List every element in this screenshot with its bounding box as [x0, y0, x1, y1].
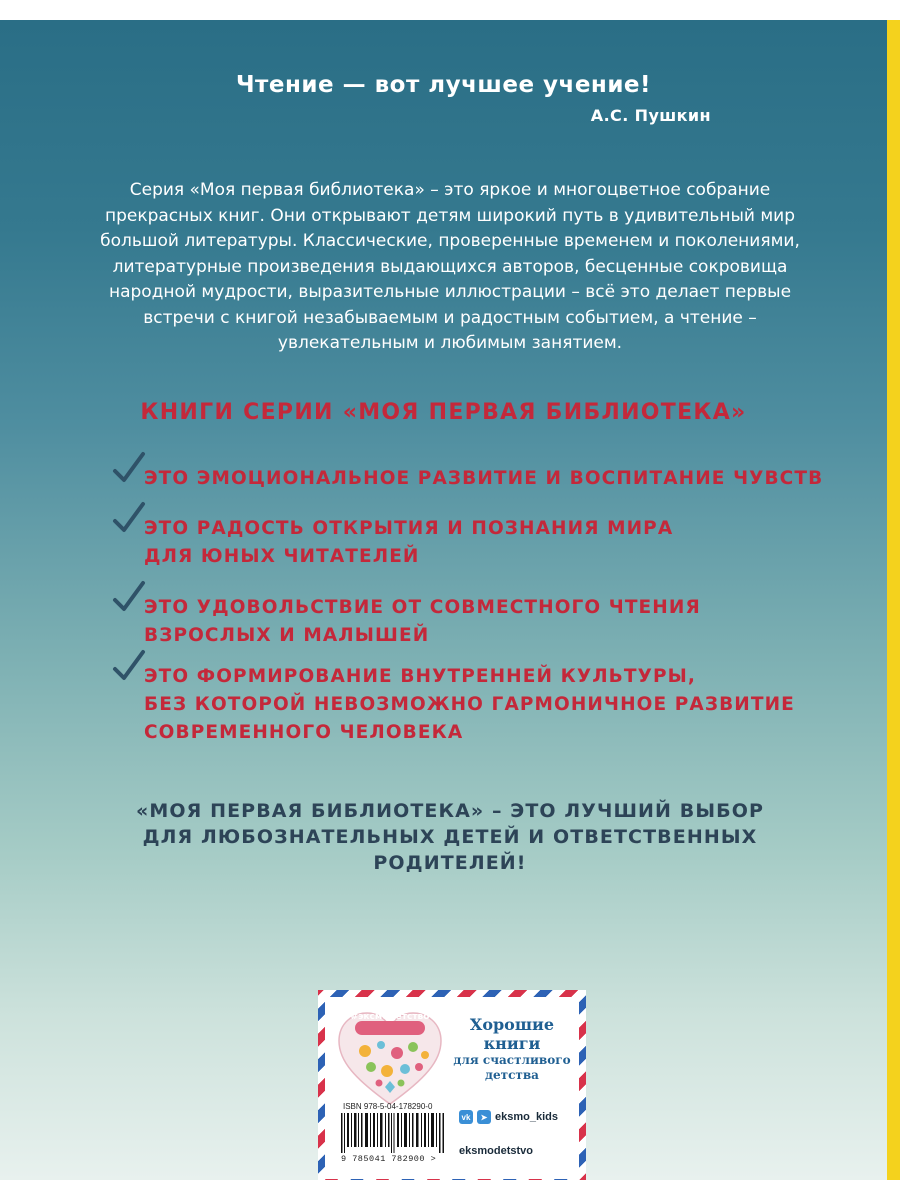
intro-line: прекрасных книг. Они открывают детям широкий путь в удивительный мир — [104, 205, 796, 226]
barcode — [341, 1113, 445, 1153]
checkmark-icon — [112, 501, 146, 535]
intro-line: Серия «Моя первая библиотека» – это яркое и многоцветное собрание — [129, 180, 771, 200]
intro-line: большой литературы. Классические, проверенные временем и поколениями, — [100, 231, 800, 251]
checkmark-icon — [112, 649, 146, 683]
benefit-item — [112, 515, 832, 571]
benefit-line: БЕЗ КОТОРОЙ НЕВОЗМОЖНО ГАРМОНИЧНОЕ РАЗВИТИЕ — [144, 694, 795, 715]
intro-line: народной мудрости, выразительные иллюстрации – всё это делает первые — [108, 282, 792, 302]
isbn-label: ISBN 978-5-04-178290-0 — [343, 1102, 433, 1111]
benefit-item — [112, 465, 832, 493]
publisher-card-body — [325, 997, 579, 1179]
slogan-line: Хорошие — [469, 1015, 555, 1034]
slogan-line: книги — [483, 1034, 541, 1053]
publisher-card — [318, 990, 586, 1180]
heart-logo-icon — [335, 1009, 445, 1109]
social-row — [459, 1110, 558, 1124]
closing-line: РОДИТЕЛЕЙ! — [373, 852, 527, 874]
intro-line: встречи с книгой незабываемым и радостным событием, а чтение – — [143, 307, 757, 328]
vk-icon: vk — [459, 1110, 473, 1124]
closing-line: «МОЯ ПЕРВАЯ БИБЛИОТЕКА» – ЭТО ЛУЧШИЙ ВЫБОР — [136, 800, 764, 822]
slogan — [453, 1015, 571, 1083]
epigraph-author: А.С. Пушкин — [590, 106, 711, 125]
closing-line: ДЛЯ ЛЮБОЗНАТЕЛЬНЫХ ДЕТЕЙ И ОТВЕТСТВЕННЫХ — [142, 826, 758, 848]
benefit-item — [112, 663, 832, 747]
hashtag-label: #эксмодетство — [350, 1012, 430, 1022]
checkmark-icon — [112, 580, 146, 614]
benefit-line: ЭТО ФОРМИРОВАНИЕ ВНУТРЕННЕЙ КУЛЬТУРЫ, — [144, 666, 697, 687]
slogan-line: детства — [485, 1068, 539, 1082]
telegram-icon: ➤ — [477, 1110, 491, 1124]
intro-line: увлекательным и любимым занятием. — [277, 333, 623, 353]
benefit-line: ЭТО УДОВОЛЬСТВИЕ ОТ СОВМЕСТНОГО ЧТЕНИЯ — [144, 597, 701, 618]
benefit-line: ЭТО РАДОСТЬ ОТКРЫТИЯ И ПОЗНАНИЯ МИРА — [144, 518, 674, 539]
epigraph-quote: Чтение — вот лучшее учение! — [235, 72, 652, 98]
spine-strip — [887, 20, 900, 1180]
intro-paragraph — [100, 178, 800, 357]
series-title: КНИГИ СЕРИИ «МОЯ ПЕРВАЯ БИБЛИОТЕКА» — [140, 400, 747, 425]
intro-line: литературные произведения выдающихся авторов, бесценные сокровища — [112, 256, 788, 277]
checkmark-icon — [112, 451, 146, 485]
social-handle: eksmo_kids — [495, 1111, 558, 1123]
closing-statement — [110, 798, 790, 876]
benefit-item — [112, 594, 832, 650]
benefit-line: ЭТО ЭМОЦИОНАЛЬНОЕ РАЗВИТИЕ И ВОСПИТАНИЕ ЧУВСТВ — [144, 468, 824, 489]
slogan-line: для счастливого — [453, 1053, 571, 1067]
benefit-line: СОВРЕМЕННОГО ЧЕЛОВЕКА — [144, 722, 464, 743]
benefit-line: ДЛЯ ЮНЫХ ЧИТАТЕЛЕЙ — [144, 546, 420, 567]
barcode-number: 9 785041 782900 > — [341, 1154, 437, 1164]
benefit-line: ВЗРОСЛЫХ И МАЛЫШЕЙ — [144, 625, 430, 646]
site-name: eksmodetstvo — [459, 1145, 533, 1157]
back-cover — [0, 20, 887, 1180]
